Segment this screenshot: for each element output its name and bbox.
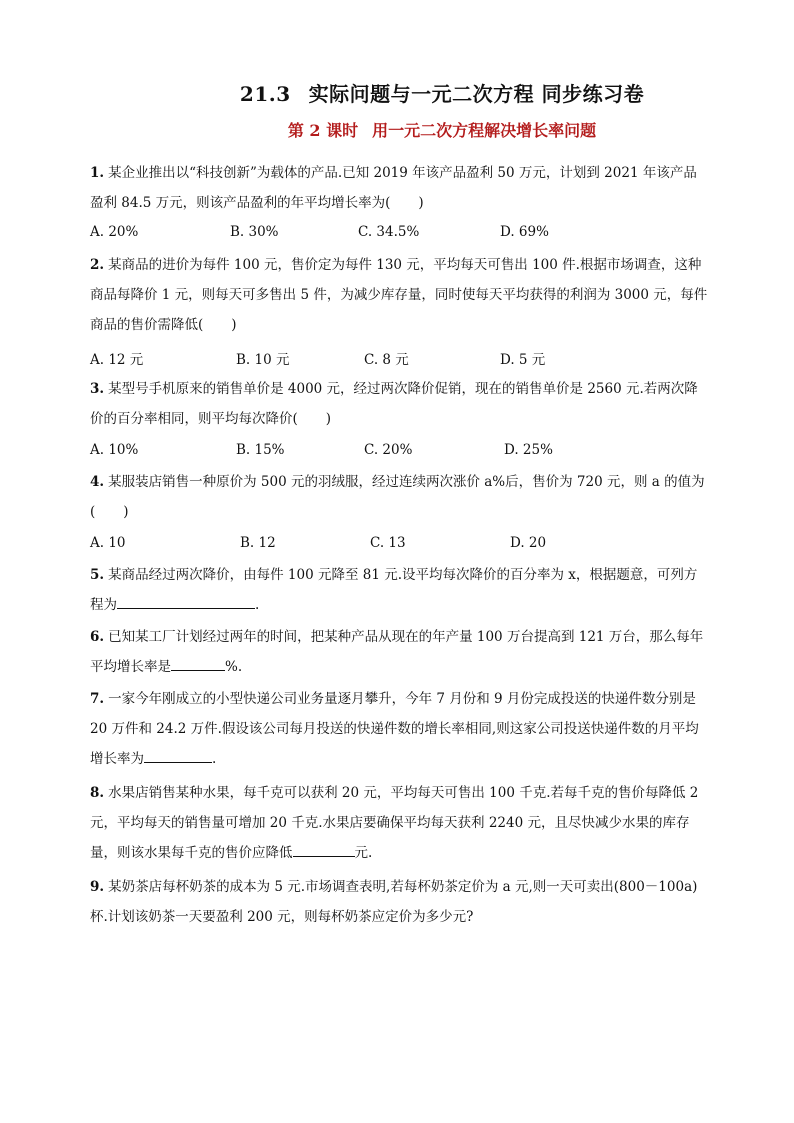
question-4-options <box>90 535 708 555</box>
option-c: C. 8 元 <box>364 352 409 368</box>
question-number: 5. <box>90 567 105 583</box>
question-text: 一家今年刚成立的小型快递公司业务量逐月攀升，今年 7 月份和 9 月份完成投送的快递件数分别是 20 万件和 24.2 万件.假设该公司每月投送的快递件数的增长率相同,则这家公司投送快递件数的月平均增长率为 <box>90 691 699 767</box>
option-c: C. 34.5% <box>358 224 420 240</box>
question-text: 某商品的进价为每件 100 元，售价定为每件 130 元，平均每天可售出 100 件.根据市场调查，这种商品每降价 1 元，则每天可多售出 5 件，为减少库存量，同时使每天平均获得的利润为 3000 元，每件商品的售价需降低( <box>90 257 708 333</box>
question-8: 8. 水果店销售某种水果，每千克可以获利 20 元，平均每天可售出 100 千克.若每千克的售价每降低 2 元，平均每天的销售量可增加 20 千克.水果店要确保平均每天获利 2240 元，且尽快减少水果的库存量，则该水果每千克的售价应降低 元. <box>90 785 699 861</box>
option-d: D. 5 元 <box>500 352 546 368</box>
lesson-subtitle <box>90 118 794 141</box>
question-number: 3. <box>90 381 105 397</box>
question-text: 水果店销售某种水果，每千克可以获利 20 元，平均每天可售出 100 千克.若每千克的售价每降低 2 元，平均每天的销售量可增加 20 千克.水果店要确保平均每天获利 2240 元，且尽快减少水果的库存量，则该水果每千克的售价应降低 <box>90 785 699 861</box>
question-1: 1. 某企业推出以“科技创新”为载体的产品.已知 2019 年该产品盈利 50 万元，计划到 2021 年该产品盈利 84.5 万元，则该产品盈利的年平均增长率为( ) <box>90 165 697 211</box>
section-number: 21.3 <box>239 82 291 106</box>
option-d: D. 20 <box>510 535 547 551</box>
answer-blank[interactable] <box>293 842 355 857</box>
answer-blank[interactable] <box>117 594 255 609</box>
lesson-topic: 用一元二次方程解决增长率问题 <box>372 121 597 140</box>
option-a: A. 10% <box>90 442 139 458</box>
question-text: 某商品经过两次降价，由每件 100 元降至 81 元.设平均每次降价的百分率为 x，根据题意，可列方程为 <box>90 567 698 613</box>
question-number: 6. <box>90 629 105 645</box>
question-text: 某企业推出以“科技创新”为载体的产品.已知 2019 年该产品盈利 50 万元，计划到 2021 年该产品盈利 84.5 万元，则该产品盈利的年平均增长率为( <box>90 165 697 211</box>
answer-blank[interactable] <box>171 656 225 671</box>
option-d: D. 25% <box>504 442 553 458</box>
option-a: A. 12 元 <box>90 352 144 368</box>
option-d: D. 69% <box>500 224 549 240</box>
question-number: 2. <box>90 257 105 273</box>
question-number: 9. <box>90 879 105 895</box>
question-text: 已知某工厂计划经过两年的时间，把某种产品从现在的年产量 100 万台提高到 121 万台，那么每年平均增长率是 <box>90 629 704 675</box>
question-number: 8. <box>90 785 105 801</box>
lesson-number: 第 2 课时 <box>287 121 359 140</box>
option-b: B. 15% <box>236 442 285 458</box>
answer-blank[interactable] <box>144 748 212 763</box>
section-title: 实际问题与一元二次方程 同步练习卷 <box>308 82 645 106</box>
option-a: A. 10 <box>90 535 126 551</box>
question-7: 7. 一家今年刚成立的小型快递公司业务量逐月攀升，今年 7 月份和 9 月份完成投送的快递件数分别是 20 万件和 24.2 万件.假设该公司每月投送的快递件数的增长率相同,则这家公司投送快递件数的月平均增长率为 . <box>90 691 699 767</box>
option-a: A. 20% <box>90 224 139 240</box>
option-b: B. 10 元 <box>236 352 290 368</box>
question-text: 某服装店销售一种原价为 500 元的羽绒服，经过连续两次涨价 a%后，售价为 720 元，则 a 的值为 ( <box>90 474 705 520</box>
option-b: B. 12 <box>240 535 276 551</box>
question-4: 4. 某服装店销售一种原价为 500 元的羽绒服，经过连续两次涨价 a%后，售价为 720 元，则 a 的值为 ( ) <box>90 474 705 520</box>
option-b: B. 30% <box>230 224 279 240</box>
question-number: 1. <box>90 165 105 181</box>
question-number: 7. <box>90 691 105 707</box>
question-2: 2. 某商品的进价为每件 100 元，售价定为每件 130 元，平均每天可售出 100 件.根据市场调查，这种商品每降价 1 元，则每天可多售出 5 件，为减少库存量，同时使每天平均获得的利润为 3000 元，每件商品的售价需降低( ) <box>90 257 708 333</box>
question-text: 某型号手机原来的销售单价是 4000 元，经过两次降价促销，现在的销售单价是 2560 元.若两次降价的百分率相同，则平均每次降价( <box>90 381 698 427</box>
question-9 <box>90 872 708 932</box>
page-title <box>90 78 794 107</box>
question-text: 某奶茶店每杯奶茶的成本为 5 元.市场调查表明,若每杯奶茶定价为 a 元,则一天可卖出(800－100a)杯.计划该奶茶一天要盈利 200 元，则每杯奶茶应定价为多少元? <box>90 879 698 925</box>
option-c: C. 13 <box>370 535 406 551</box>
question-number: 4. <box>90 474 105 490</box>
question-3: 3. 某型号手机原来的销售单价是 4000 元，经过两次降价促销，现在的销售单价是 2560 元.若两次降价的百分率相同，则平均每次降价( ) <box>90 381 698 427</box>
question-5: 5. 某商品经过两次降价，由每件 100 元降至 81 元.设平均每次降价的百分率为 x，根据题意，可列方程为 . <box>90 567 698 613</box>
option-c: C. 20% <box>364 442 413 458</box>
question-2-options <box>90 348 708 368</box>
question-6: 6. 已知某工厂计划经过两年的时间，把某种产品从现在的年产量 100 万台提高到 121 万台，那么每年平均增长率是 %. <box>90 629 704 675</box>
question-3-options <box>90 442 708 462</box>
question-1-options <box>90 224 708 244</box>
